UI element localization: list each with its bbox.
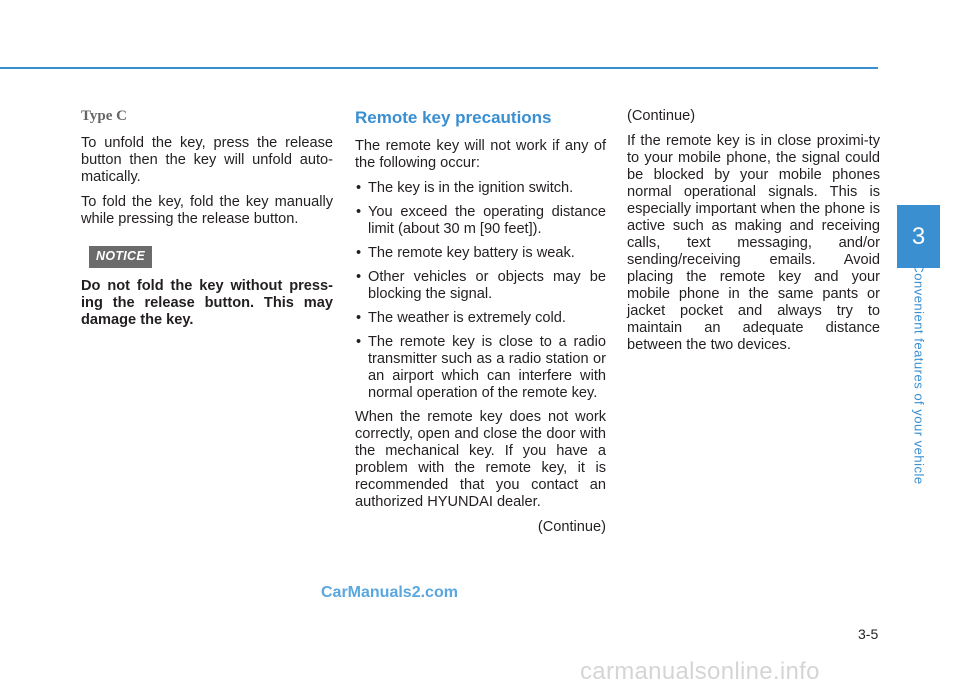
unfold-instructions: To unfold the key, press the release button then the key will unfold auto-matically. bbox=[81, 135, 333, 185]
column-middle bbox=[355, 108, 606, 544]
continue-label-top: (Continue) bbox=[627, 108, 696, 124]
notice-badge: NOTICE bbox=[89, 246, 152, 268]
list-item: • You exceed the operating distance limit (about 30 m [90 feet]). bbox=[355, 204, 606, 238]
continue-label: (Continue) bbox=[537, 519, 606, 535]
column-left bbox=[81, 108, 333, 337]
section-title: Remote key precautions bbox=[355, 108, 552, 127]
troubleshoot-paragraph: When the remote key does not work correctly, open and close the door with the mechanical key. If you have a problem with the remote key, it is recommended that you contact an authorized HYUNDAI dealer. bbox=[355, 409, 606, 510]
notice-text: Do not fold the key without press-ing the release button. This may damage the key. bbox=[81, 278, 333, 328]
chapter-tab: 3 bbox=[897, 205, 940, 268]
list-item: • The weather is extremely cold. bbox=[355, 310, 606, 327]
precautions-intro: The remote key will not work if any of the following occur: bbox=[355, 138, 606, 171]
header-rule bbox=[0, 67, 878, 69]
watermark-link[interactable]: CarManuals2.com bbox=[321, 584, 458, 601]
column-right bbox=[627, 108, 880, 362]
fold-instructions: To fold the key, fold the key manually while pressing the release button. bbox=[81, 194, 333, 227]
type-c-heading: Type C bbox=[81, 108, 127, 124]
mobile-phone-paragraph: If the remote key is in close proximi-ty to your mobile phone, the signal could be blocked by your mobile phones normal operational signals. This is especially important when the phone is active such as making and receiving calls, text messaging, and/or sending/receiving emails. Avoid placing the remote key and your mobile phone in the same pants or jacket pocket and always try to maintain an adequate distance between the two devices. bbox=[627, 133, 880, 353]
list-item: • The remote key battery is weak. bbox=[355, 245, 606, 262]
list-item: • Other vehicles or objects may be blocking the signal. bbox=[355, 269, 606, 303]
precautions-list bbox=[355, 180, 606, 402]
list-item: • The remote key is close to a radio transmitter such as a radio station or an airport which can interfere with normal operation of the remote key. bbox=[355, 334, 606, 402]
page-number: 3-5 bbox=[858, 626, 879, 642]
list-item: • The key is in the ignition switch. bbox=[355, 180, 606, 197]
chapter-title: Convenient features of your vehicle bbox=[911, 263, 927, 485]
watermark-footer: carmanualsonline.info bbox=[580, 658, 820, 685]
